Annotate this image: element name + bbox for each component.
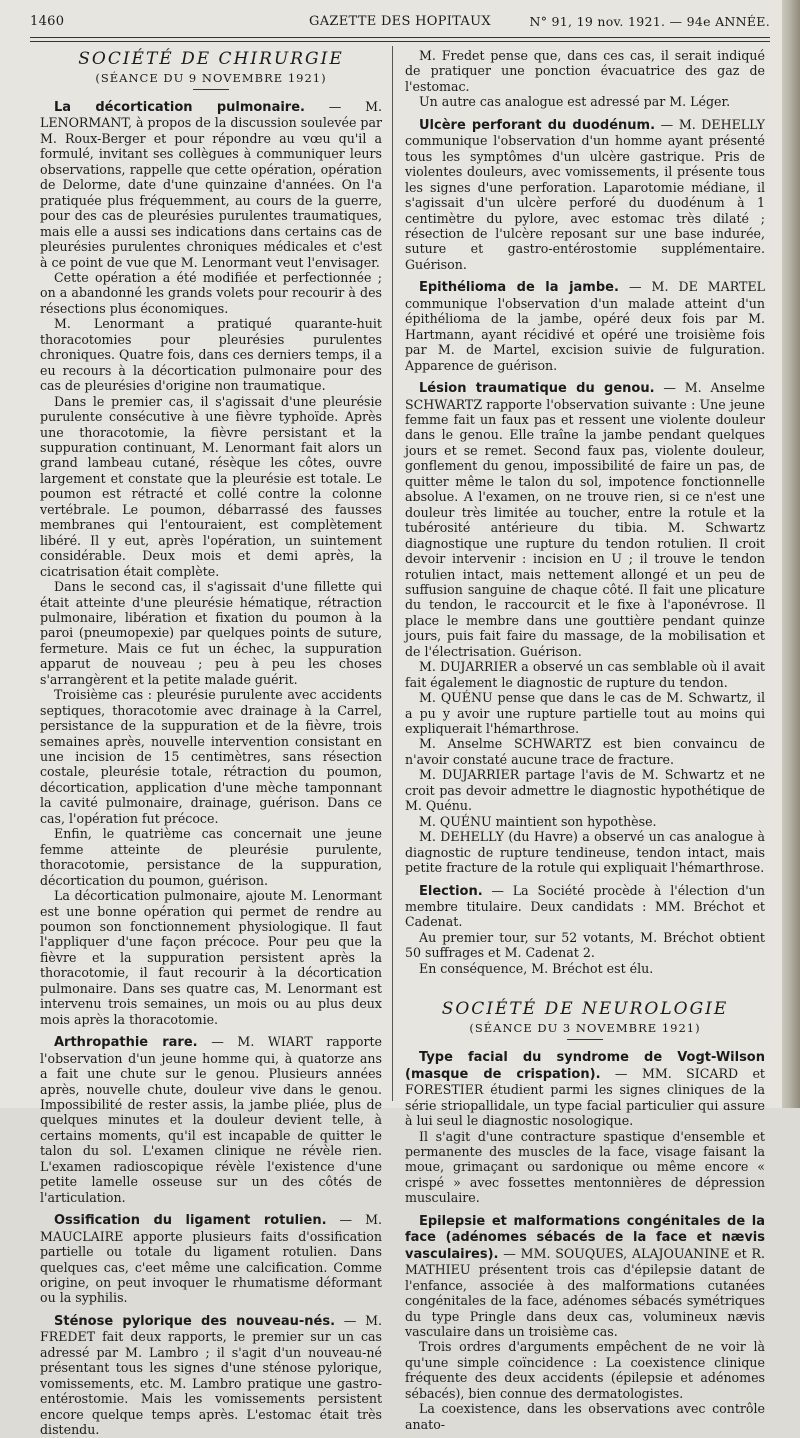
right-body-chirurgie <box>405 48 765 976</box>
article-paragraph <box>405 279 765 373</box>
article-heading: Ulcère perforant du duodénum. <box>419 117 656 133</box>
article-heading: Epilepsie et malformations congénitales de la face (adénomes sébacés de la face et nævis vasculaires). <box>405 1213 765 1262</box>
paragraph-text: Au premier tour, sur 52 votants, M. Bréchot obtient 50 suffrages et M. Cadenat 2. <box>405 929 765 961</box>
paragraph <box>40 888 382 1027</box>
paragraph-text: Cette opération a été modifiée et perfectionnée ; on a abandonné les grands volets pour recourir à des résections plus économiques. <box>40 269 382 316</box>
article-paragraph <box>40 1313 382 1438</box>
paragraph <box>405 690 765 736</box>
paragraph <box>405 1129 765 1206</box>
paragraph <box>405 829 765 875</box>
paragraph <box>405 94 765 109</box>
paragraph-text: — M. Anselme SCHWARTZ rapporte l'observation suivante : Une jeune femme fait un faux pas et ressent une violente douleur dans le genou. Elle traîne la jambe pendant quelques jours et se remet. Second faux pas, violente douleur, gonflement du genou, impossibilité de faire un pas, de quitter même le talon du sol, impotence fonctionnelle absolue. A l'examen, on ne trouve rien, si ce n'est une douleur très limitée au toucher, entre la rotule et la tubérosité antérieure du tibia. M. Schwartz diagnostique une rupture du tendon rotulien. Il croit devoir intervenir : incision en U ; il trouve le tendon rotulien intact, mais nettement allongé et un peu de suffusion sanguine de chaque côté. Il fait une plicature du tendon, le raccourcit et le fixe à l'aponévrose. Il place le membre dans une gouttière pendant quinze jours, puis fait faire du massage, de la mobilisation et de l'électrisation. Guérison. <box>405 380 765 659</box>
paragraph-text: M. Fredet pense que, dans ces cas, il serait indiqué de pratiquer une ponction évacuatrice des gaz de l'estomac. <box>405 48 765 94</box>
paragraph <box>40 687 382 826</box>
article-heading: Type facial du syndrome de Vogt-Wilson (masque de crispation). <box>405 1050 765 1082</box>
section-rule <box>193 89 229 90</box>
article-paragraph <box>405 1049 765 1128</box>
paragraph <box>40 394 382 579</box>
paragraph-text: M. Lenormant a pratiqué quarante-huit thoracotomies pour pleurésies purulentes chroniques. Quatre fois, dans ces derniers temps, il a eu recours à la décortication pulmonaire pour des cas de pleurésies d'origine non traumatique. <box>40 316 382 394</box>
paragraph-text: M. QUÉNU maintient son hypothèse. <box>419 813 657 829</box>
paragraph-text: M. Anselme SCHWARTZ est bien convaincu de n'avoir constaté aucune trace de fracture. <box>405 736 765 767</box>
section-title-chirurgie: SOCIÉTÉ DE CHIRURGIE <box>78 49 344 69</box>
running-head <box>30 14 770 36</box>
paragraph-text: — M. DEHELLY communique l'observation d'un homme ayant présenté tous les symptômes d'un ulcère gastrique. Pris de violentes douleurs, avec vomissements, il présente tous les signes d'une perforation. Laparotomie médiane, il s'agissait d'un ulcère perforé du duodénum à 1 centimètre du pylore, avec estomac très dilaté ; résection de l'ulcère reposant sur une base indurée, suture et gastro-entérostomie supplémentaire. Guérison. <box>405 116 765 272</box>
paragraph-text: — MM. SICARD et FORESTIER étudient parmi les signes cliniques de la série striopallidale, un type facial particulier qui assure à lui seul le diagnostic nosologique. <box>405 1065 765 1129</box>
page-edge <box>782 0 800 1108</box>
paragraph <box>405 930 765 961</box>
paragraph-text: Troisième cas : pleurésie purulente avec accidents septiques, thoracotomie avec drainage à la Carrel, persistance de la suppuration et de la fièvre, trois semaines après, nouvelle intervention consistant en une incision de 15 centimètres, sans résection costale, pleurésie totale, rétraction du poumon, décortication, application d'une mèche tamponnant la cavité pulmonaire, drainage, guérison. Dans ce cas, l'opération fut précoce. <box>40 687 382 826</box>
paragraph-text: — M. FREDET fait deux rapports, le premier sur un cas adressé par M. Lambro ; il s'agit d'un nouveau-né présentant tous les signes d'une sténose pylorique, vomissements, etc. M. Lambro pratique une gastro-entérostomie. Mais les vomissements persistent encore quelque temps après. L'estomac était très distendu. <box>40 1312 383 1438</box>
article-paragraph <box>405 883 765 930</box>
paragraph-text: Trois ordres d'arguments empêchent de ne voir là qu'une simple coïncidence : La coexistence clinique fréquente des deux accidents (épilepsie et adénomes sébacés), bien connue des dermatologistes. <box>405 1339 765 1401</box>
column-divider <box>392 46 393 1101</box>
paragraph <box>405 736 765 767</box>
paragraph <box>405 961 765 976</box>
journal-title: GAZETTE DES HOPITAUX <box>309 14 491 29</box>
session-date: (SÉANCE DU 3 NOVEMBRE 1921) <box>469 1021 701 1036</box>
left-body <box>40 99 382 1438</box>
article-paragraph <box>40 99 382 270</box>
article-paragraph <box>405 1213 765 1340</box>
paragraph <box>40 316 382 393</box>
left-column <box>40 48 382 1438</box>
paragraph <box>405 767 765 813</box>
section-title-neurologie: SOCIÉTÉ DE NEUROLOGIE <box>441 999 729 1020</box>
paragraph <box>405 659 765 690</box>
paragraph-text: La décortication pulmonaire, ajoute M. Lenormant est une bonne opération qui permet de rendre au poumon son fonctionnement physiologique. Il faut l'appliquer d'une façon précoce. Pour peu que la fièvre et la suppuration persistent après la thoracotomie, il faut recourir à la décortication pulmonaire. Dans ses quatre cas, M. Lenormant est intervenu trois semaines, un mois ou au plus deux mois après la thoracotomie. <box>40 888 382 1027</box>
paragraph <box>40 270 382 316</box>
paragraph-text: Dans le premier cas, il s'agissait d'une pleurésie purulente consécutive à une fièvre typhoïde. Après une thoracotomie, la fièvre persistant et la suppuration continuant, M. Lenormant fait alors un grand lambeau cutané, résèque les côtes, ouvre largement et constate que la pleurésie est totale. Le poumon est rétracté et collé contre la colonne vertébrale. Le poumon, débarrassé des fausses membranes qui l'entouraient, est complètement libéré. Il y eut, après l'opération, un suintement considérable. Deux mois et demi après, la cicatrisation était complète. <box>40 393 382 579</box>
paragraph-text: M. QUÉNU pense que dans le cas de M. Schwartz, il a pu y avoir une rupture partielle tout au moins qui expliquerait l'hémarthrose. <box>405 690 765 737</box>
paragraph-text: M. DEHELLY (du Havre) a observé un cas analogue à diagnostic de rupture tendineuse, tendon intact, mais petite fracture de la rotule qui expliquait l'hémarthrose. <box>405 829 765 876</box>
right-body-neurologie <box>405 1049 765 1432</box>
paragraph-text: La coexistence, dans les observations avec contrôle anato- <box>405 1401 765 1432</box>
paragraph <box>405 48 765 94</box>
article-heading: Ossification du ligament rotulien. <box>54 1213 327 1229</box>
article-heading: Sténose pylorique des nouveau-nés. <box>54 1313 336 1329</box>
page-number: 1460 <box>30 14 65 29</box>
paragraph-text: — M. LENORMANT, à propos de la discussion soulevée par M. Roux-Berger et pour répondre au vœu qu'il a formulé, invitant ses collègues à communiquer leurs observations, rappelle que cette opération, opération de Delorme, date d'une quinzaine d'années. On l'a pratiquée plus fréquemment, au cours de la guerre, pour des cas de pleurésies purulentes traumatiques, mais elle a aussi ses indications dans certains cas de pleurésies purulentes chroniques médicales et c'est à ce point de vue que M. Lenormant veut l'envisager. <box>40 99 382 270</box>
paragraph-text: Dans le second cas, il s'agissait d'une fillette qui était atteinte d'une pleurésie hématique, rétraction pulmonaire, libération et fixation du poumon à la paroi (pneumopexie) par quelques points de suture, fermeture. Mais ce fut un échec, la suppuration apparut de nouveau ; peu à peu les choses s'arrangèrent et la petite malade guérit. <box>40 579 382 687</box>
header-rule-thin <box>30 41 770 42</box>
article-paragraph <box>40 1212 382 1306</box>
article-heading: La décortication pulmonaire. <box>54 100 305 115</box>
article-paragraph <box>40 1034 382 1205</box>
article-heading: Arthropathie rare. <box>54 1035 198 1051</box>
paragraph-text: Enfin, le quatrième cas concernait une jeune femme atteinte de pleurésie purulente, thoracotomie, persistance de la suppuration, décortication du poumon, guérison. <box>40 826 382 888</box>
section-rule <box>567 1039 603 1040</box>
paragraph <box>405 1339 765 1401</box>
paragraph <box>40 579 382 687</box>
spacer <box>405 976 765 998</box>
paragraph-text: M. DUJARRIER a observé un cas semblable où il avait fait également le diagnostic de rupture du tendon. <box>405 659 765 690</box>
paragraph-text: M. DUJARRIER partage l'avis de M. Schwartz et ne croit pas devoir admettre le diagnostic hypothétique de M. Quénu. <box>405 767 765 814</box>
paragraph-text: Il s'agit d'une contracture spastique d'ensemble et permanente des muscles de la face, visage faisant la moue, grimaçant ou sardonique ou même encore « crispé » avec fossettes mentonnières de dépression musculaire. <box>405 1128 765 1206</box>
right-column <box>405 48 765 1432</box>
paragraph-text: — La Société procède à l'élection d'un membre titulaire. Deux candidats : MM. Bréchot et Cadenat. <box>405 882 765 930</box>
session-date: (SÉANCE DU 9 NOVEMBRE 1921) <box>95 71 327 85</box>
paragraph-text: En conséquence, M. Bréchot est élu. <box>419 960 654 976</box>
header-rule <box>30 37 770 38</box>
paragraph-text: — M. WIART rapporte l'observation d'un jeune homme qui, à quatorze ans a fait une chute sur le genou. Plusieurs années après, nouvelle chute, douleur vive dans le genou. Impossibilité de rester assis, la jambe pliée, plus de quelques minutes et la douleur devient telle, à certains moments, qu'il est incapable de quitter le talon du sol. L'examen clinique ne révèle rien. L'examen radioscopique révèle l'existence d'une petite lamelle osseuse sur un des côtés de l'articulation. <box>40 1034 382 1205</box>
article-paragraph <box>405 117 765 273</box>
paragraph-text: Un autre cas analogue est adressé par M. Léger. <box>419 94 731 110</box>
paragraph-text: — M. MAUCLAIRE apporte plusieurs faits d'ossification partielle ou totale du ligament rotulien. Dans quelques cas, c'eet même une calcification. Comme origine, on peut invoquer le rhumatisme déformant ou la syphilis. <box>40 1212 382 1306</box>
article-heading: Lésion traumatique du genou. <box>419 381 655 397</box>
paragraph-text: — M. DE MARTEL communique l'observation d'un malade atteint d'un épithélioma de la jambe, opéré deux fois par M. Hartmann, ayant récidivé et opéré une troisième fois par M. de Martel, excision suivie de fulguration. Apparence de guérison. <box>405 279 765 373</box>
paragraph-text: — MM. SOUQUES, ALAJOUANINE et R. MATHIEU présentent trois cas d'épilepsie datant de l'enfance, associée à des malformations cutanées congénitales de la face, adénomes sébacés symétriques du type Pringle dans deux cas, volumineux nævis vasculaire dans un troisième cas. <box>405 1245 765 1339</box>
paragraph <box>40 826 382 888</box>
issue-info: N° 91, 19 nov. 1921. — 94e ANNÉE. <box>529 14 770 29</box>
article-paragraph <box>405 380 765 659</box>
paragraph <box>405 1401 765 1432</box>
paragraph <box>405 814 765 829</box>
article-heading: Election. <box>419 883 483 899</box>
article-heading: Epithélioma de la jambe. <box>419 280 619 296</box>
